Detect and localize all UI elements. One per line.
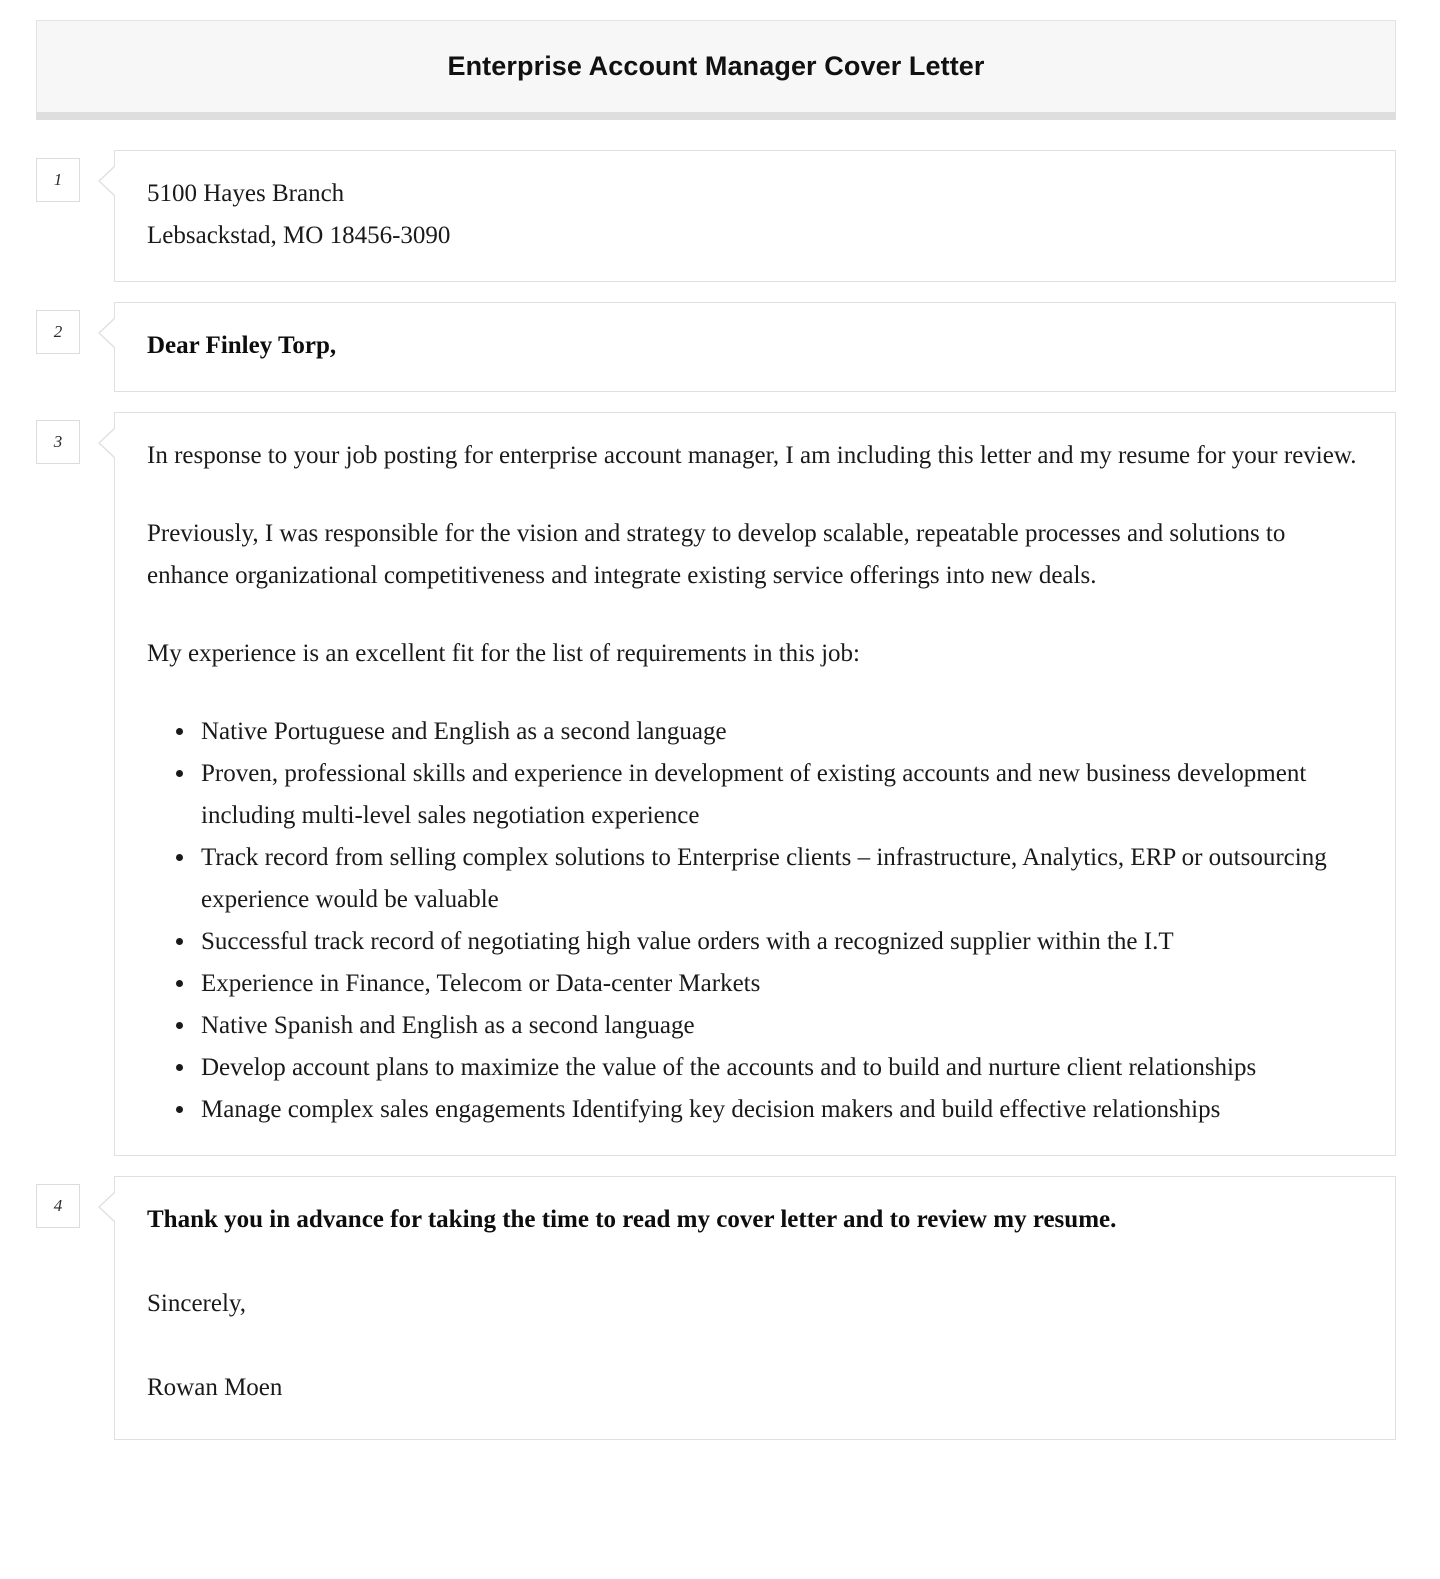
- section-marker-3: 3: [36, 420, 80, 464]
- section-marker-4: 4: [36, 1184, 80, 1228]
- body-paragraph-2: Previously, I was responsible for the vision and strategy to develop scalable, repeatable processes and solutions to enhance organizational competitiveness and integrate existing service offerings into new deals.: [147, 520, 1286, 589]
- list-item: • Manage complex sales engagements Identifying key decision makers and build effective relationships: [197, 1089, 1369, 1131]
- address-line-2: Lebsackstad, MO 18456-3090: [147, 222, 451, 249]
- closing-signoff: Sincerely,: [147, 1290, 247, 1317]
- closing-panel: [114, 1176, 1396, 1440]
- list-item: • Develop account plans to maximize the value of the accounts and to build and nurture client relationships: [197, 1047, 1369, 1089]
- section-address: [36, 150, 1396, 282]
- section-marker-2: 2: [36, 310, 80, 354]
- list-item: • Native Spanish and English as a second language: [197, 1005, 1369, 1047]
- page-title: Enterprise Account Manager Cover Letter: [447, 51, 985, 81]
- requirements-list: [147, 711, 1369, 1131]
- body-paragraph-3: My experience is an excellent fit for the list of requirements in this job:: [147, 640, 860, 667]
- closing-thanks: Thank you in advance for taking the time to read my cover letter and to review my resume.: [147, 1206, 1117, 1233]
- letter-sections: [36, 150, 1396, 1440]
- closing-signature: Rowan Moen: [147, 1374, 283, 1401]
- salutation-panel: [114, 302, 1396, 392]
- address-panel: [114, 150, 1396, 282]
- body-paragraph-1: In response to your job posting for enterprise account manager, I am including this letter and my resume for your review.: [147, 442, 1357, 469]
- body-panel: [114, 412, 1396, 1156]
- list-item: • Proven, professional skills and experience in development of existing accounts and new business development including multi-level sales negotiation experience: [197, 753, 1369, 837]
- document-header: [36, 20, 1396, 120]
- list-item: • Native Portuguese and English as a second language: [197, 711, 1369, 753]
- list-item: • Track record from selling complex solutions to Enterprise clients – infrastructure, Analytics, ERP or outsourcing experience would be valuable: [197, 837, 1369, 921]
- salutation-text: Dear Finley Torp,: [147, 332, 337, 359]
- list-item: • Successful track record of negotiating high value orders with a recognized supplier within the I.T: [197, 921, 1369, 963]
- address-line-1: 5100 Hayes Branch: [147, 180, 345, 207]
- list-item: • Experience in Finance, Telecom or Data-center Markets: [197, 963, 1369, 1005]
- section-salutation: [36, 302, 1396, 392]
- section-marker-1: 1: [36, 158, 80, 202]
- section-body: [36, 412, 1396, 1156]
- section-closing: [36, 1176, 1396, 1440]
